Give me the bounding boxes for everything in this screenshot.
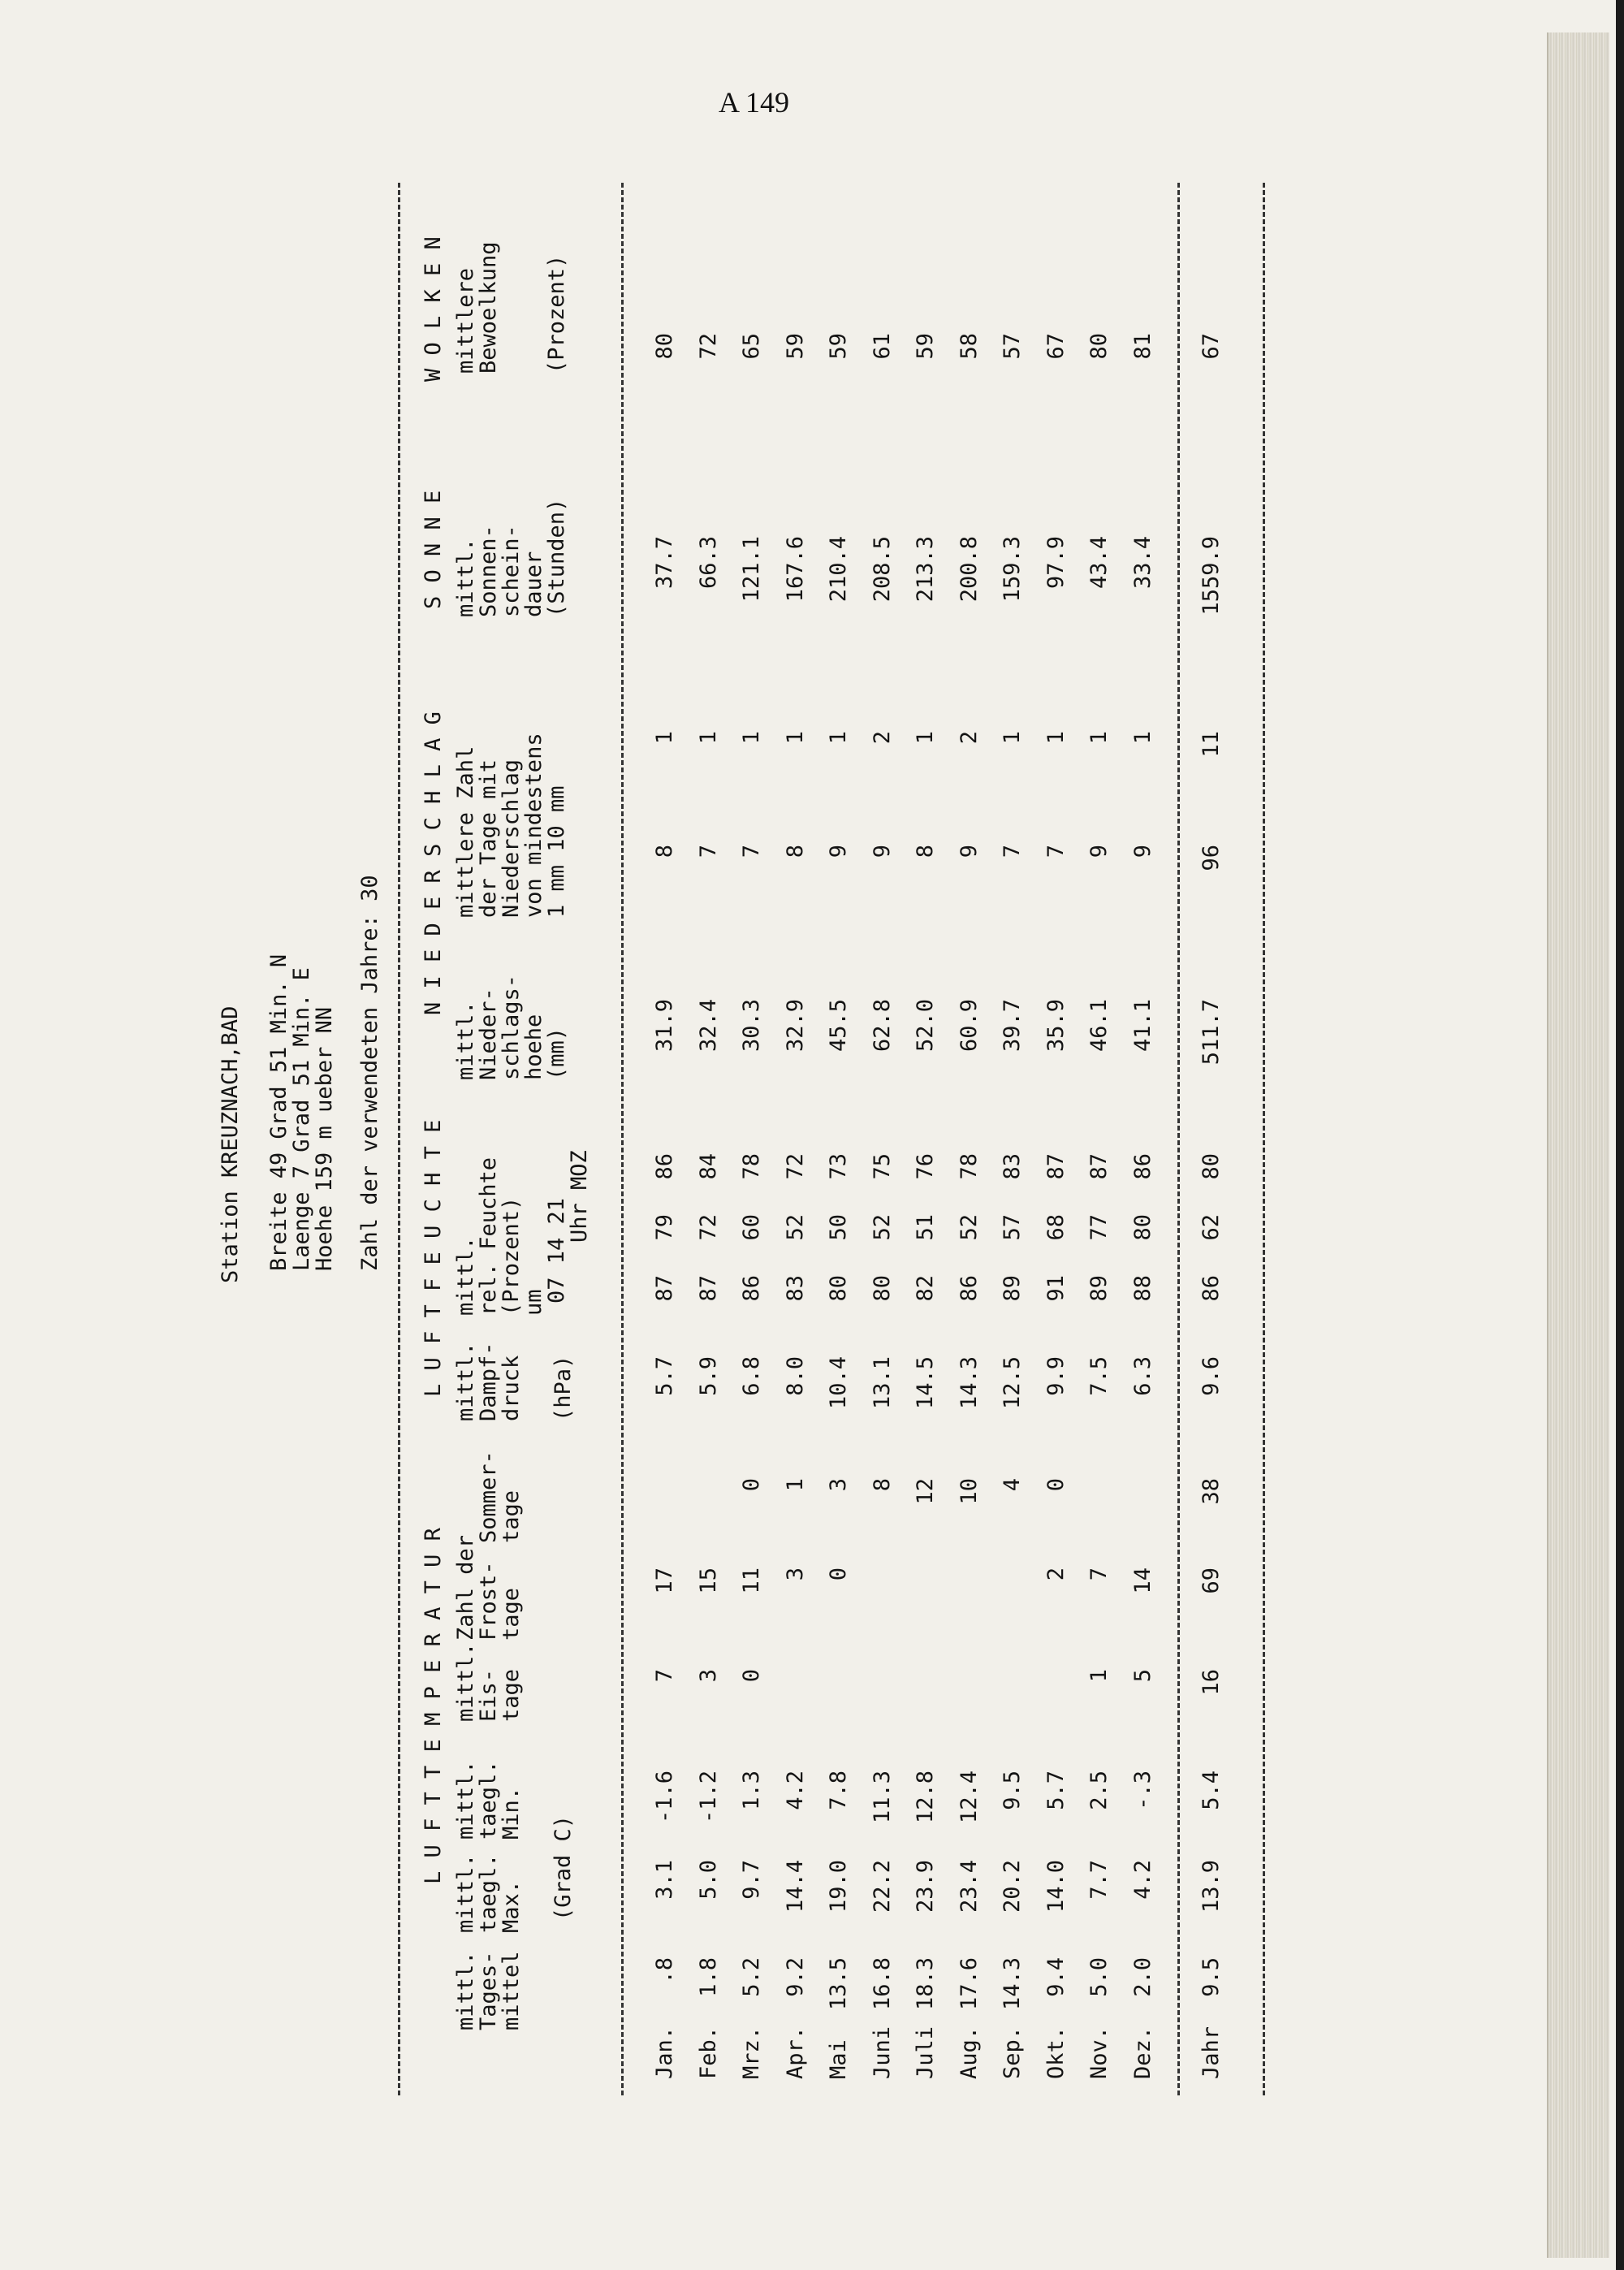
row-juli-min: 12.8 <box>913 1771 938 1824</box>
row-mai-sonne: 210.4 <box>826 536 851 603</box>
row-okt-m: Okt. <box>1043 2026 1069 2079</box>
row-aug-max: 23.4 <box>956 1860 982 1913</box>
row-feb-eis: 3 <box>695 1669 721 1683</box>
row-nov-eis: 1 <box>1086 1669 1112 1683</box>
row-jan-min: -1.6 <box>652 1771 677 1824</box>
row-apr-wolk: 59 <box>782 333 808 360</box>
row-juni-f07: 80 <box>869 1275 895 1302</box>
row-sep-min: 9.5 <box>1000 1771 1025 1810</box>
row-okt-sonne: 97.9 <box>1043 536 1069 590</box>
row-mrz-f21: 78 <box>739 1153 764 1180</box>
row-okt-frost: 2 <box>1043 1567 1069 1581</box>
row-jan-n10: 1 <box>652 731 677 745</box>
row-sep-f21: 83 <box>1000 1153 1025 1180</box>
row-jahr-nied: 511.7 <box>1199 999 1224 1066</box>
row-nov-f07: 89 <box>1086 1275 1112 1302</box>
row-mai-min: 7.8 <box>826 1771 851 1810</box>
row-feb-nied: 32.4 <box>695 999 721 1053</box>
header-sommer: Sommer- tage <box>476 1451 524 1543</box>
row-juli-tm: 18.3 <box>913 1957 938 2011</box>
row-apr-nied: 32.9 <box>782 999 808 1053</box>
row-dez-dampf: 6.3 <box>1129 1356 1155 1396</box>
row-juni-m: Juni <box>869 2026 895 2079</box>
row-sep-max: 20.2 <box>1000 1860 1025 1913</box>
row-okt-min: 5.7 <box>1043 1771 1069 1810</box>
row-feb-min: -1.2 <box>695 1771 721 1824</box>
row-okt-f21: 87 <box>1043 1153 1069 1180</box>
header-max: mittl. taegl. Max. <box>453 1853 524 1933</box>
row-jan-dampf: 5.7 <box>652 1356 677 1396</box>
row-mrz-f14: 60 <box>739 1214 764 1241</box>
row-jan-eis: 7 <box>652 1669 677 1683</box>
row-juli-n10: 1 <box>913 731 938 745</box>
row-dez-m: Dez. <box>1129 2026 1155 2079</box>
row-feb-tm: 1.8 <box>695 1957 721 1997</box>
station-hoehe: Hoehe 159 m ueber NN <box>312 1006 337 1271</box>
row-apr-max: 14.4 <box>782 1860 808 1913</box>
row-juli-f21: 76 <box>913 1153 938 1180</box>
row-nov-max: 7.7 <box>1086 1860 1112 1900</box>
row-mrz-min: 1.3 <box>739 1771 764 1810</box>
row-juli-dampf: 14.5 <box>913 1356 938 1410</box>
row-jahr-min: 5.4 <box>1199 1771 1224 1810</box>
group-sonne: S O N N E <box>421 490 446 609</box>
row-dez-eis: 5 <box>1129 1669 1155 1683</box>
row-mrz-wolk: 65 <box>739 333 764 360</box>
row-sep-tm: 14.3 <box>1000 1957 1025 2011</box>
row-aug-dampf: 14.3 <box>956 1356 982 1410</box>
row-dez-f14: 80 <box>1129 1214 1155 1241</box>
row-okt-wolk: 67 <box>1043 333 1069 360</box>
row-feb-n10: 1 <box>695 731 721 745</box>
header-min: mittl. taegl. Min. <box>453 1760 524 1840</box>
header-uhr: Uhr MOZ <box>567 1150 592 1243</box>
row-mai-f14: 50 <box>826 1214 851 1241</box>
row-sep-n10: 1 <box>1000 731 1025 745</box>
row-feb-m: Feb. <box>695 2026 721 2079</box>
row-juli-m: Juli <box>913 2026 938 2079</box>
row-aug-n1: 9 <box>956 845 982 858</box>
row-sep-f07: 89 <box>1000 1275 1025 1302</box>
row-apr-frost: 3 <box>782 1567 808 1581</box>
row-okt-f14: 68 <box>1043 1214 1069 1241</box>
header-sonnen: mittl. Sonnen- schein- dauer (Stunden) <box>453 498 569 617</box>
row-mrz-max: 9.7 <box>739 1860 764 1900</box>
row-mrz-n1: 7 <box>739 845 764 858</box>
row-mrz-m: Mrz. <box>739 2026 764 2079</box>
top-rule <box>398 183 400 2095</box>
row-juni-n1: 9 <box>869 845 895 858</box>
row-feb-dampf: 5.9 <box>695 1356 721 1396</box>
page-edge-stack <box>1547 32 1609 2258</box>
row-sep-wolk: 57 <box>1000 333 1025 360</box>
row-mrz-dampf: 6.8 <box>739 1356 764 1396</box>
row-okt-f07: 91 <box>1043 1275 1069 1302</box>
row-okt-som: 0 <box>1043 1478 1069 1492</box>
row-mai-frost: 0 <box>826 1567 851 1581</box>
row-juni-f21: 75 <box>869 1153 895 1180</box>
station-title: Station KREUZNACH,BAD <box>218 1005 243 1283</box>
row-nov-n10: 1 <box>1086 731 1112 745</box>
row-jan-nied: 31.9 <box>652 999 677 1053</box>
row-nov-min: 2.5 <box>1086 1771 1112 1810</box>
station-years: Zahl der verwendeten Jahre: 30 <box>357 875 382 1271</box>
row-jan-tm: .8 <box>652 1957 677 1984</box>
row-jahr-frost: 69 <box>1199 1567 1224 1594</box>
row-feb-f07: 87 <box>695 1275 721 1302</box>
header-rule <box>621 183 624 2095</box>
row-nov-dampf: 7.5 <box>1086 1356 1112 1396</box>
row-mrz-tm: 5.2 <box>739 1957 764 1997</box>
row-nov-sonne: 43.4 <box>1086 536 1112 590</box>
row-juli-som: 12 <box>913 1478 938 1505</box>
row-apr-n1: 8 <box>782 845 808 858</box>
row-aug-m: Aug. <box>956 2026 982 2079</box>
row-mai-max: 19.0 <box>826 1860 851 1913</box>
row-mrz-eis: 0 <box>739 1669 764 1683</box>
row-dez-n10: 1 <box>1129 731 1155 745</box>
header-hpa: (hPa) <box>551 1355 576 1421</box>
row-aug-wolk: 58 <box>956 333 982 360</box>
row-dez-max: 4.2 <box>1129 1860 1155 1900</box>
row-mai-n1: 9 <box>826 845 851 858</box>
row-juli-n1: 8 <box>913 845 938 858</box>
row-jahr-f14: 62 <box>1199 1214 1224 1241</box>
row-dez-nied: 41.1 <box>1129 999 1155 1053</box>
row-juni-dampf: 13.1 <box>869 1356 895 1410</box>
row-aug-nied: 60.9 <box>956 999 982 1053</box>
row-mrz-nied: 30.3 <box>739 999 764 1053</box>
row-okt-max: 14.0 <box>1043 1860 1069 1913</box>
row-okt-dampf: 9.9 <box>1043 1356 1069 1396</box>
row-sep-m: Sep. <box>1000 2026 1025 2079</box>
row-mrz-frost: 11 <box>739 1567 764 1594</box>
header-eis: mittl. Eis- tage <box>453 1642 524 1722</box>
row-feb-wolk: 72 <box>695 333 721 360</box>
row-jan-wolk: 80 <box>652 333 677 360</box>
row-sep-sonne: 159.3 <box>1000 536 1025 603</box>
row-mai-som: 3 <box>826 1478 851 1492</box>
group-lufttemperatur: L U F T T E M P E R A T U R <box>421 1528 446 1884</box>
row-mai-wolk: 59 <box>826 333 851 360</box>
row-mai-dampf: 10.4 <box>826 1356 851 1410</box>
row-nov-n1: 9 <box>1086 845 1112 858</box>
row-sep-n1: 7 <box>1000 845 1025 858</box>
row-mai-f21: 73 <box>826 1153 851 1180</box>
row-apr-m: Apr. <box>782 2026 808 2079</box>
header-nied: mittl. Nieder- schlags- hoehe (mm) <box>453 974 569 1080</box>
row-juni-n10: 2 <box>869 731 895 745</box>
row-feb-f14: 72 <box>695 1214 721 1241</box>
row-mrz-som: 0 <box>739 1478 764 1492</box>
row-jahr-wolk: 67 <box>1199 333 1224 360</box>
row-nov-nied: 46.1 <box>1086 999 1112 1053</box>
row-okt-nied: 35.9 <box>1043 999 1069 1053</box>
header-frost: Frost- tage <box>476 1561 524 1641</box>
header-mm: 1 mm 10 mm <box>544 785 569 918</box>
row-aug-n10: 2 <box>956 731 982 745</box>
header-dampf: mittl. Dampf- druck <box>453 1342 524 1421</box>
page-number: A 149 <box>719 86 790 119</box>
row-aug-tm: 17.6 <box>956 1957 982 2011</box>
row-apr-f14: 52 <box>782 1214 808 1241</box>
header-rel-feuchte: mittl. rel. Feuchte (Prozent) um <box>453 1157 546 1316</box>
header-tage-mit: mittlere Zahl der Tage mit Niederschlag von mindestens <box>453 733 546 918</box>
header-tagesmittel: mittl. Tages- mittel <box>453 1951 524 2030</box>
station-laenge: Laenge 7 Grad 51 Min. E <box>289 967 314 1271</box>
row-jahr-max: 13.9 <box>1199 1860 1224 1913</box>
row-mai-tm: 13.5 <box>826 1957 851 2011</box>
row-jahr-f07: 86 <box>1199 1275 1224 1302</box>
row-aug-min: 12.4 <box>956 1771 982 1824</box>
row-dez-wolk: 81 <box>1129 333 1155 360</box>
row-juni-f14: 52 <box>869 1214 895 1241</box>
row-juni-min: 11.3 <box>869 1771 895 1824</box>
row-dez-frost: 14 <box>1129 1567 1155 1594</box>
row-okt-n10: 1 <box>1043 731 1069 745</box>
row-jahr-tm: 9.5 <box>1199 1957 1224 1997</box>
row-feb-sonne: 66.3 <box>695 536 721 590</box>
row-mai-f07: 80 <box>826 1275 851 1302</box>
row-apr-tm: 9.2 <box>782 1957 808 1997</box>
row-jan-m: Jan. <box>652 2026 677 2079</box>
row-okt-tm: 9.4 <box>1043 1957 1069 1997</box>
row-jan-sonne: 37.7 <box>652 536 677 590</box>
station-breite: Breite 49 Grad 51 Min. N <box>266 953 292 1271</box>
row-jahr-m: Jahr <box>1199 2026 1224 2079</box>
header-bew-prozent: (Prozent) <box>544 254 569 374</box>
row-jan-frost: 17 <box>652 1567 677 1594</box>
row-juni-som: 8 <box>869 1478 895 1492</box>
row-jahr-f21: 80 <box>1199 1153 1224 1180</box>
row-juni-nied: 62.8 <box>869 999 895 1053</box>
row-aug-f07: 86 <box>956 1275 982 1302</box>
row-jahr-sonne: 1559.9 <box>1199 536 1224 616</box>
row-nov-m: Nov. <box>1086 2026 1112 2079</box>
row-juni-tm: 16.8 <box>869 1957 895 2011</box>
row-juli-max: 23.9 <box>913 1860 938 1913</box>
row-mai-n10: 1 <box>826 731 851 745</box>
row-mrz-n10: 1 <box>739 731 764 745</box>
row-apr-dampf: 8.0 <box>782 1356 808 1396</box>
header-times: 07 14 21 <box>544 1197 569 1304</box>
row-nov-frost: 7 <box>1086 1567 1112 1581</box>
bottom-rule <box>1263 183 1265 2095</box>
row-jan-max: 3.1 <box>652 1860 677 1900</box>
row-nov-wolk: 80 <box>1086 333 1112 360</box>
row-mrz-f07: 86 <box>739 1275 764 1302</box>
row-juli-sonne: 213.3 <box>913 536 938 603</box>
row-nov-tm: 5.0 <box>1086 1957 1112 1997</box>
row-dez-min: -.3 <box>1129 1771 1155 1810</box>
row-sep-f14: 57 <box>1000 1214 1025 1241</box>
row-feb-max: 5.0 <box>695 1860 721 1900</box>
group-luftfeuchte: L U F T F E U C H T E <box>421 1119 446 1397</box>
row-jahr-eis: 16 <box>1199 1669 1224 1696</box>
row-feb-n1: 7 <box>695 845 721 858</box>
row-aug-f14: 52 <box>956 1214 982 1241</box>
row-mai-m: Mai <box>826 2039 851 2079</box>
row-aug-som: 10 <box>956 1478 982 1505</box>
row-apr-som: 1 <box>782 1478 808 1492</box>
row-juli-nied: 52.0 <box>913 999 938 1053</box>
jahr-rule <box>1177 183 1180 2095</box>
row-mai-nied: 45.5 <box>826 999 851 1053</box>
row-jan-f14: 79 <box>652 1214 677 1241</box>
row-sep-dampf: 12.5 <box>1000 1356 1025 1410</box>
group-niederschlag: N I E D E R S C H L A G <box>421 711 446 1015</box>
row-juni-wolk: 61 <box>869 333 895 360</box>
row-feb-f21: 84 <box>695 1153 721 1180</box>
header-bewoelkung: mittlere Bewoelkung <box>453 241 501 374</box>
climate-table <box>179 146 1315 2095</box>
row-apr-n10: 1 <box>782 731 808 745</box>
row-dez-tm: 2.0 <box>1129 1957 1155 1997</box>
row-jahr-dampf: 9.6 <box>1199 1356 1224 1396</box>
row-juli-wolk: 59 <box>913 333 938 360</box>
row-jahr-som: 38 <box>1199 1478 1224 1505</box>
row-dez-sonne: 33.4 <box>1129 536 1155 590</box>
row-mrz-sonne: 121.1 <box>739 536 764 603</box>
row-jan-f21: 86 <box>652 1153 677 1180</box>
row-apr-sonne: 167.6 <box>782 536 808 603</box>
row-jan-f07: 87 <box>652 1275 677 1302</box>
row-juni-max: 22.2 <box>869 1860 895 1913</box>
row-apr-f07: 83 <box>782 1275 808 1302</box>
row-juli-f07: 82 <box>913 1275 938 1302</box>
header-grad: (Grad C) <box>551 1814 576 1921</box>
row-okt-n1: 7 <box>1043 845 1069 858</box>
row-jahr-n10: 11 <box>1199 731 1224 758</box>
row-aug-f21: 78 <box>956 1153 982 1180</box>
row-apr-f21: 72 <box>782 1153 808 1180</box>
row-juni-sonne: 208.5 <box>869 536 895 603</box>
row-aug-sonne: 200.8 <box>956 536 982 603</box>
row-nov-f21: 87 <box>1086 1153 1112 1180</box>
row-nov-f14: 77 <box>1086 1214 1112 1241</box>
row-feb-frost: 15 <box>695 1567 721 1594</box>
row-jahr-n1: 96 <box>1199 845 1224 871</box>
header-zahl-der: Zahl der <box>453 1534 478 1641</box>
row-sep-som: 4 <box>1000 1478 1025 1492</box>
row-jan-n1: 8 <box>652 845 677 858</box>
row-dez-f21: 86 <box>1129 1153 1155 1180</box>
row-dez-n1: 9 <box>1129 845 1155 858</box>
group-wolken: W O L K E N <box>421 236 446 382</box>
row-sep-nied: 39.7 <box>1000 999 1025 1053</box>
row-juli-f14: 51 <box>913 1214 938 1241</box>
row-apr-min: 4.2 <box>782 1771 808 1810</box>
row-dez-f07: 88 <box>1129 1275 1155 1302</box>
